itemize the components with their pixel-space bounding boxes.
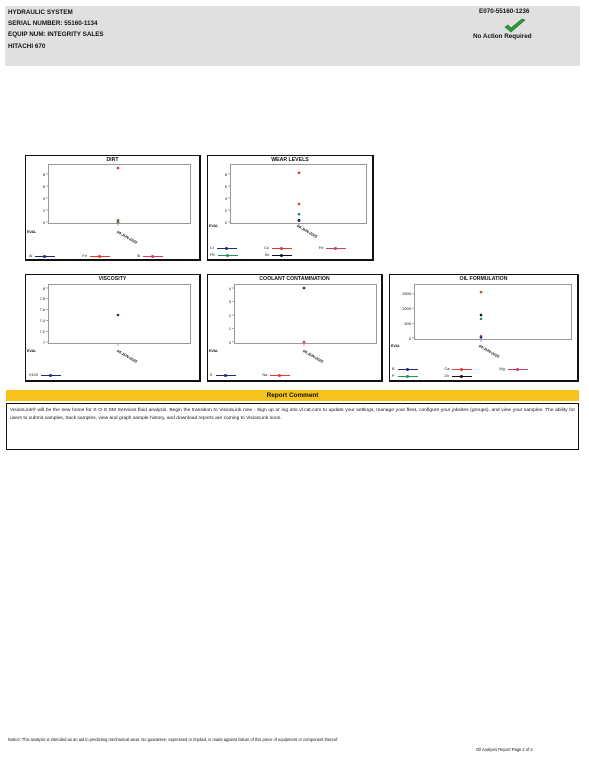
legend-label-si: Si — [136, 254, 141, 258]
data-point-b — [480, 336, 483, 339]
legend-label-b: B — [392, 367, 395, 371]
y-tick-label: 1000 — [402, 306, 411, 312]
checkmark-icon — [504, 18, 526, 34]
legend-marker-ca — [452, 367, 472, 371]
wear-levels-chart — [207, 155, 374, 261]
eval-label: EVAL — [27, 349, 37, 353]
chart-title: VISCOSITY — [98, 276, 127, 282]
legend-marker-si — [143, 254, 163, 258]
y-tick-label: 6 — [42, 183, 45, 189]
y-tick-label: 1 — [228, 326, 231, 331]
y-tick-label: 7 — [42, 339, 45, 345]
viscosity-chart — [25, 274, 201, 382]
data-point-k — [303, 287, 306, 290]
y-tick-label: 8 — [224, 171, 227, 177]
eval-label: EVAL — [27, 230, 37, 234]
y-tick-label: 2 — [42, 207, 45, 213]
y-tick-label: 0 — [42, 219, 45, 225]
coolant-contamination-chart — [207, 274, 383, 382]
y-tick-label: 7.2 — [39, 328, 45, 334]
eval-label: EVAL — [209, 349, 219, 353]
eval-label: EVAL — [391, 344, 401, 348]
y-tick-label: 2 — [228, 312, 231, 318]
y-tick-label: 8 — [42, 285, 45, 291]
data-point-pb — [298, 220, 301, 223]
legend-marker-zn — [452, 374, 472, 378]
serial-number: SERIAL NUMBER: 55160-1134 — [8, 20, 98, 27]
sample-id: E070-55160-1236 — [479, 8, 530, 15]
report-header — [5, 6, 580, 66]
oil-formulation-chart — [389, 274, 579, 382]
legend-label-p: P — [392, 374, 395, 378]
machine-model: HITACHI 670 — [8, 43, 46, 50]
system-name: HYDRAULIC SYSTEM — [8, 9, 73, 16]
legend-marker-al — [35, 254, 55, 258]
legend-marker-fe — [326, 246, 346, 250]
data-point-na — [303, 341, 306, 344]
legend-marker-v100 — [41, 373, 61, 377]
legend-marker-b — [398, 367, 418, 371]
viscosity-marks — [26, 275, 202, 383]
legend-row — [210, 253, 297, 257]
legend-marker-cr — [217, 246, 237, 250]
legend-label-fe: Fe — [318, 246, 324, 250]
data-point-fe — [298, 172, 301, 175]
data-point-ca — [480, 291, 483, 294]
y-tick-label: 7.8 — [39, 296, 45, 302]
legend-marker-na — [270, 373, 290, 377]
legend-label-mg: Mg — [499, 367, 505, 371]
report-comment-heading: Report Comment — [6, 390, 579, 401]
legend-marker-cu — [272, 246, 292, 250]
legend-row — [29, 254, 168, 258]
x-date-label: 04-JUN-2025 — [478, 344, 500, 359]
chart-title: COOLANT CONTAMINATION — [259, 276, 330, 282]
legend-marker-p — [398, 374, 418, 378]
y-tick-label: 6 — [224, 183, 227, 189]
dirt-chart — [25, 155, 201, 261]
legend-row — [392, 374, 477, 378]
y-tick-label: 0 — [408, 335, 411, 341]
legend-label-pb: Pb — [210, 253, 215, 257]
legend-marker-fe — [90, 254, 110, 258]
legend-row — [392, 367, 533, 371]
legend-marker-pb — [218, 253, 238, 257]
report-comment-text: VisionLink® will be the new home for S O·S SM Services fluid analysis. Begin the transition to VisionLink now - Sign up or log into vl.cat.com to update your settings, manage your fleet, configure your jobsites (groups), and view your samples. The ability for users to submit samples, track samples, view and graph sample history, and download reports are coming to VisionLink soon. — [6, 403, 579, 450]
y-tick-label: 8 — [42, 171, 45, 177]
data-point-si — [117, 167, 120, 170]
legend-row — [210, 246, 351, 250]
legend-label-fe: Fe — [82, 254, 87, 258]
legend-label-na: Na — [262, 373, 268, 377]
data-point-dirt-red — [117, 219, 120, 222]
y-tick-label: 0 — [228, 339, 231, 345]
chart-title: OIL FORMULATION — [459, 276, 508, 282]
legend-label-al: Al — [29, 254, 33, 258]
data-point-p — [480, 318, 483, 321]
equip-number: EQUIP NUM: INTEGRITY SALES — [8, 31, 104, 38]
legend-label-cr: Cr — [210, 246, 215, 250]
y-tick-label: 2 — [224, 207, 227, 213]
chart-title: DIRT — [106, 157, 119, 163]
legend-label-sn: Sn — [264, 253, 270, 257]
y-tick-label: 0 — [224, 219, 227, 225]
x-date-label: 04-JUN-2025 — [296, 224, 318, 239]
y-tick-label: 3 — [228, 299, 231, 304]
data-point-zn — [480, 314, 483, 317]
legend-label-zn: Zn — [444, 374, 449, 378]
y-tick-label: 500 — [404, 320, 411, 326]
data-point-cu — [298, 203, 301, 206]
legend-label-cu: Cu — [264, 246, 269, 250]
legend-row — [29, 373, 66, 377]
y-tick-label: 1500 — [402, 291, 411, 297]
coolant-marks — [208, 275, 384, 383]
eval-label: EVAL — [209, 224, 219, 228]
page-footer: Oil Analysis Report Page 2 of 2 — [476, 747, 533, 752]
chart-title: WEAR LEVELS — [271, 157, 309, 163]
x-date-label: 04-JUN-2025 — [116, 230, 138, 245]
legend-marker-k — [216, 373, 236, 377]
legend-row — [210, 373, 295, 377]
y-tick-label: 7.4 — [39, 317, 45, 323]
x-date-label: 04-JUN-2025 — [302, 349, 324, 364]
legend-label-ca: Ca — [444, 367, 450, 371]
y-tick-label: 7.6 — [39, 307, 45, 313]
x-date-label: 04-JUN-2025 — [116, 349, 138, 364]
y-tick-label: 4 — [228, 285, 231, 291]
data-point-v100 — [117, 314, 120, 317]
y-tick-label: 4 — [42, 195, 45, 201]
legend-marker-mg — [508, 367, 528, 371]
legend-label-v100: V100 — [29, 373, 38, 377]
legend-marker-sn — [272, 253, 292, 257]
disclaimer-notice: Notice: This analysis is intended as an aid in predicting mechanical wear. No guarantee, expressed or implied, is made against failure of this piece of equipment or component thereof. — [8, 737, 339, 742]
dirt-marks — [26, 156, 202, 262]
legend-label-k: K — [210, 373, 213, 377]
y-tick-label: 4 — [224, 195, 227, 201]
status-text: No Action Required — [473, 33, 532, 40]
data-point-cr — [298, 213, 301, 216]
